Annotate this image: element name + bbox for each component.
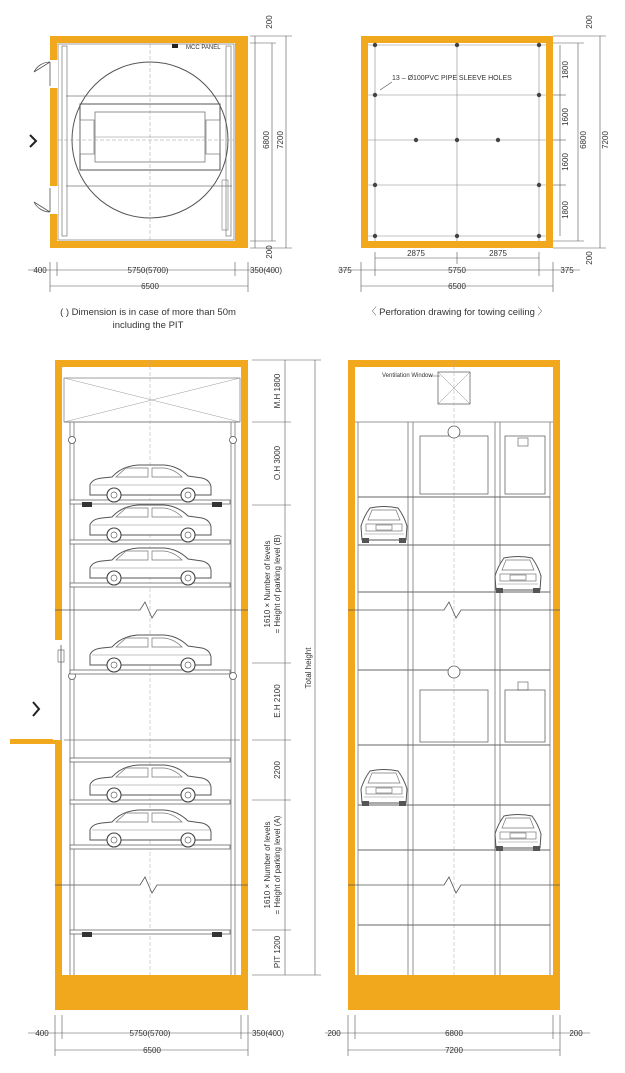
plan-caption-line1: ( ) Dimension is in case of more than 50m bbox=[60, 307, 236, 318]
front-dim-left: 200 bbox=[327, 1029, 341, 1038]
ceiling-view bbox=[338, 15, 610, 318]
side-dim-left: 400 bbox=[35, 1029, 49, 1038]
plan-caption-line2: including the PIT bbox=[112, 320, 184, 331]
front-cars bbox=[361, 507, 541, 852]
ceiling-dim-r4: 1800 bbox=[561, 201, 570, 219]
ceiling-dim-side-left: 375 bbox=[338, 266, 352, 275]
holes-label: 13 – Ø100PVC PIPE SLEEVE HOLES bbox=[392, 75, 512, 82]
ceiling-dim-r3: 1600 bbox=[561, 153, 570, 171]
side-levels-b-line1: 1610 × Number of levels bbox=[263, 540, 272, 628]
ceiling-caption: 〈 Perforation drawing for towing ceiling 〉 bbox=[366, 307, 548, 318]
ceiling-dim-bottom: 200 bbox=[585, 251, 594, 265]
plan-dim-mid: 6800 bbox=[262, 131, 271, 149]
ceiling-dim-c1: 2875 bbox=[407, 249, 425, 258]
side-eh: E.H 2100 bbox=[273, 684, 282, 718]
side-mh: M.H 1800 bbox=[273, 373, 282, 409]
ventilation-label: Ventilation Window bbox=[382, 373, 433, 379]
plan-dim-right: 350(400) bbox=[249, 266, 283, 275]
side-dim-right: 350(400) bbox=[251, 1029, 285, 1038]
plan-view bbox=[28, 15, 292, 331]
side-total-height: Total height bbox=[304, 647, 313, 689]
side-levels-b-line2: = Height of parking level (B) bbox=[273, 534, 282, 634]
entry-arrow-icon bbox=[30, 135, 36, 147]
side-entry-arrow-icon bbox=[33, 702, 39, 716]
front-dim-right: 200 bbox=[569, 1029, 583, 1038]
side-section bbox=[10, 360, 321, 1056]
side-levels-a-line1: 1610 × Number of levels bbox=[263, 821, 272, 909]
ceiling-dim-mid: 6800 bbox=[579, 131, 588, 149]
ceiling-dim-r2: 1600 bbox=[561, 108, 570, 126]
side-h2200: 2200 bbox=[273, 761, 282, 779]
plan-dim-left: 400 bbox=[33, 266, 47, 275]
side-pit: PIT 1200 bbox=[273, 935, 282, 969]
mcc-panel-label: MCC PANEL bbox=[186, 45, 221, 51]
side-levels-a-line2: = Height of parking level (A) bbox=[273, 815, 282, 915]
ceiling-dim-r1: 1800 bbox=[561, 61, 570, 79]
plan-dim-top: 200 bbox=[265, 15, 274, 29]
side-dim-center: 5750(5700) bbox=[129, 1029, 171, 1038]
ceiling-dim-total: 7200 bbox=[601, 131, 610, 149]
front-section bbox=[325, 360, 590, 1056]
side-cars bbox=[90, 465, 211, 847]
ceiling-dim-overall: 6500 bbox=[448, 282, 466, 291]
side-wall bbox=[55, 360, 248, 1010]
ceiling-dim-center: 5750 bbox=[448, 266, 466, 275]
plan-dim-overall: 6500 bbox=[141, 282, 159, 291]
ceiling-dim-top: 200 bbox=[585, 15, 594, 29]
plan-dim-center: 5750(5700) bbox=[127, 266, 169, 275]
front-dim-center: 6800 bbox=[445, 1029, 463, 1038]
plan-dim-bottom: 200 bbox=[265, 245, 274, 259]
side-dim-overall: 6500 bbox=[143, 1046, 161, 1055]
side-oh: O.H 3000 bbox=[273, 445, 282, 481]
front-dim-overall: 7200 bbox=[445, 1046, 463, 1055]
plan-dim-total: 7200 bbox=[276, 131, 285, 149]
ceiling-dim-c2: 2875 bbox=[489, 249, 507, 258]
ceiling-dim-side-right: 375 bbox=[560, 266, 574, 275]
